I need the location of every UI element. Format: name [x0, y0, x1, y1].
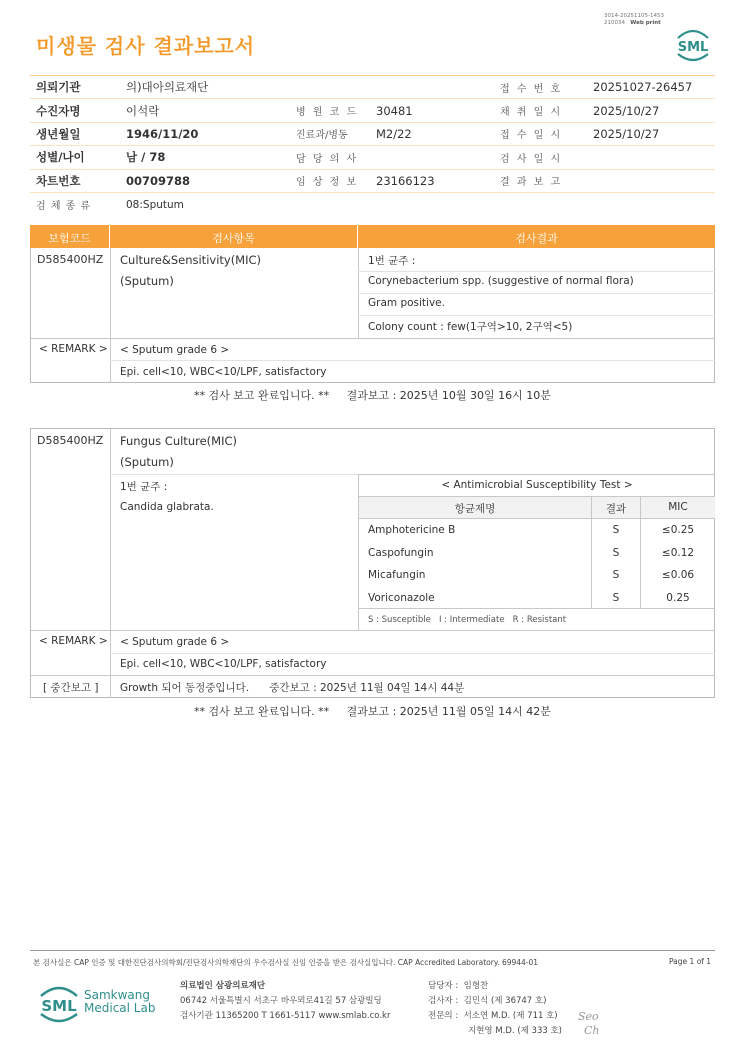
- fungus-remark-cells: Epi. cell<10, WBC<10/LPF, satisfactory: [120, 658, 327, 670]
- culture-remark-label: < REMARK >: [39, 343, 108, 355]
- results-table-header: [30, 225, 715, 248]
- sml-footer-logo-text: SML: [41, 997, 77, 1015]
- fungus-organism: Candida glabrata.: [120, 501, 214, 513]
- ast-result-3: S: [612, 569, 620, 581]
- ast-drug-2: Caspofungin: [368, 547, 434, 559]
- culture-strain-label: 1번 균주 :: [368, 255, 416, 267]
- ast-legend: S : Susceptible I : Intermediate R : Resistant: [368, 615, 567, 625]
- label-physician: 담 당 의 사: [296, 153, 359, 165]
- ast-drug-3: Micafungin: [368, 569, 426, 581]
- culture-item-name: Culture&Sensitivity(MIC): [120, 253, 262, 267]
- signature-1: Seo: [578, 1010, 599, 1023]
- org-contact: 검사기관 11365200 T 1661-5117 www.smlab.co.kr: [180, 1011, 391, 1021]
- label-collection-date: 채 취 일 시: [500, 107, 563, 119]
- header-insurance-code: 보험코드: [48, 232, 91, 245]
- ast-mic-1: ≤0.25: [661, 524, 695, 536]
- info-row-6: [30, 193, 715, 216]
- fungus-item-name: Fungus Culture(MIC): [120, 434, 237, 448]
- staff-label-manager: 담당자 :: [428, 981, 459, 991]
- sml-logo-top: [672, 26, 714, 64]
- info-row-5: [30, 170, 715, 193]
- fungus-strain-label: 1번 균주 :: [120, 481, 168, 493]
- ast-header-result: 결과: [605, 503, 627, 515]
- value-patient-name: 이석락: [126, 103, 160, 118]
- report-title: 미생물 검사 결과보고서: [36, 34, 256, 58]
- header-test-result: 검사결과: [515, 232, 558, 245]
- web-print-label: Web print: [630, 19, 661, 26]
- footer-divider: [30, 950, 715, 951]
- fungus-remark-label: < REMARK >: [39, 635, 108, 647]
- certification-note: 본 검사실은 CAP 인증 및 대한진단검사의학회/진단검사의학재단의 우수검사실 신임 인증을 받은 검사실입니다. CAP Accredited Laboratory. 69944-01: [33, 958, 539, 967]
- company-name-line2: Medical Lab: [84, 1001, 156, 1015]
- org-name: 의료법인 삼광의료재단: [180, 981, 266, 991]
- value-sex-age: 남 / 78: [126, 150, 166, 165]
- company-name: [84, 989, 155, 1015]
- staff-specialist-2: 지현영 M.D. (제 333 호): [468, 1026, 563, 1036]
- fungus-completion-text: ** 검사 보고 완료입니다. **: [194, 705, 330, 718]
- document-id-line1: 3014-20251105-1453: [604, 13, 664, 19]
- culture-remark-grade: < Sputum grade 6 >: [120, 344, 230, 356]
- fungus-completion-note: [194, 703, 551, 719]
- interim-status: Growth 되어 동정중입니다.: [120, 682, 250, 694]
- interim-time: 중간보고 : 2025년 11월 04일 14시 44분: [269, 682, 465, 694]
- ast-title: < Antimicrobial Susceptibility Test >: [441, 479, 633, 491]
- culture-code: D585400HZ: [37, 253, 104, 266]
- value-specimen-type: 08:Sputum: [126, 198, 184, 211]
- header-test-item: 검사항목: [212, 232, 255, 245]
- culture-completion-note: [194, 387, 551, 403]
- label-department: 진료과/병동: [296, 130, 348, 142]
- culture-colony-count: Colony count : few(1구역>10, 2구역<5): [368, 321, 573, 333]
- ast-result-2: S: [612, 547, 620, 559]
- staff-label-tester: 검사자 :: [428, 996, 459, 1006]
- staff-specialist-1: 서소연 M.D. (제 711 호): [463, 1011, 558, 1021]
- ast-result-1: S: [612, 524, 620, 536]
- culture-organism: Corynebacterium spp. (suggestive of normal flora): [368, 275, 634, 287]
- label-chart-no: 차트번호: [36, 173, 81, 188]
- interim-report-text: [120, 680, 464, 695]
- value-birth-date: 1946/11/20: [126, 126, 199, 141]
- value-collection-date: 2025/10/27: [593, 103, 660, 118]
- fungus-item-specimen: (Sputum): [120, 455, 174, 469]
- org-address: 06742 서울특별시 서초구 바우뫼로41길 57 삼광빌딩: [180, 996, 382, 1006]
- label-birth-date: 생년월일: [36, 126, 81, 141]
- culture-section: [30, 248, 715, 383]
- ast-mic-3: ≤0.06: [661, 569, 695, 581]
- label-accession-no: 접 수 번 호: [500, 83, 563, 95]
- label-result-report: 결 과 보 고: [500, 177, 563, 189]
- label-test-date: 검 사 일 시: [500, 153, 563, 165]
- ast-result-4: S: [612, 592, 620, 604]
- ast-header-mic: MIC: [668, 501, 688, 513]
- fungus-code: D585400HZ: [37, 434, 104, 447]
- document-id: [604, 13, 664, 26]
- info-row-3: [30, 123, 715, 146]
- culture-gram-stain: Gram positive.: [368, 297, 445, 309]
- fungus-section: [30, 428, 715, 698]
- value-department: M2/22: [376, 126, 412, 141]
- value-accession-no: 20251027-26457: [593, 80, 693, 95]
- info-row-2: [30, 99, 715, 122]
- ast-drug-4: Voriconazole: [368, 592, 435, 604]
- sml-logo-text: SML: [677, 40, 709, 55]
- label-patient-name: 수진자명: [36, 103, 81, 118]
- label-specimen-type: 검 체 종 류: [36, 201, 92, 213]
- culture-remark-cells: Epi. cell<10, WBC<10/LPF, satisfactory: [120, 366, 327, 378]
- ast-mic-2: ≤0.12: [661, 547, 695, 559]
- label-clinical-info: 임 상 정 보: [296, 177, 359, 189]
- info-row-4: [30, 146, 715, 169]
- ast-header-drug: 항균제명: [454, 503, 496, 515]
- fungus-remark-grade: < Sputum grade 6 >: [120, 636, 230, 648]
- value-hospital-code: 30481: [376, 103, 413, 118]
- org-info: [180, 979, 390, 1024]
- patient-info-grid: [30, 75, 715, 216]
- label-receipt-date: 접 수 일 시: [500, 130, 563, 142]
- label-hospital-code: 병 원 코 드: [296, 107, 359, 119]
- sml-logo-footer: [36, 982, 82, 1026]
- staff-label-specialist: 전문의 :: [428, 1011, 459, 1021]
- culture-completion-text: ** 검사 보고 완료입니다. **: [194, 389, 330, 402]
- value-receipt-date: 2025/10/27: [593, 126, 660, 141]
- signature-2: Ch: [584, 1024, 600, 1037]
- fungus-report-time: 결과보고 : 2025년 11월 05일 14시 42분: [346, 705, 551, 718]
- page-number: Page 1 of 1: [669, 957, 712, 966]
- interim-report-label: [ 중간보고 ]: [43, 682, 99, 694]
- staff-tester: 김민식 (제 36747 호): [463, 996, 547, 1006]
- culture-report-time: 결과보고 : 2025년 10월 30일 16시 10분: [346, 389, 551, 402]
- ast-mic-4: 0.25: [666, 592, 690, 604]
- staff-manager: 임형찬: [463, 981, 489, 991]
- value-requesting-org: 의)대아의료재단: [126, 80, 209, 95]
- value-clinical-info: 23166123: [376, 173, 435, 188]
- label-requesting-org: 의뢰기관: [36, 80, 81, 95]
- ast-drug-1: Amphotericine B: [368, 524, 456, 536]
- company-name-line1: Samkwang: [84, 988, 150, 1002]
- label-sex-age: 성별/나이: [36, 150, 85, 165]
- document-id-line2: 210034: [604, 19, 625, 26]
- info-row-1: [30, 76, 715, 99]
- staff-info: [428, 979, 562, 1039]
- value-chart-no: 00709788: [126, 173, 191, 188]
- culture-item-specimen: (Sputum): [120, 274, 174, 288]
